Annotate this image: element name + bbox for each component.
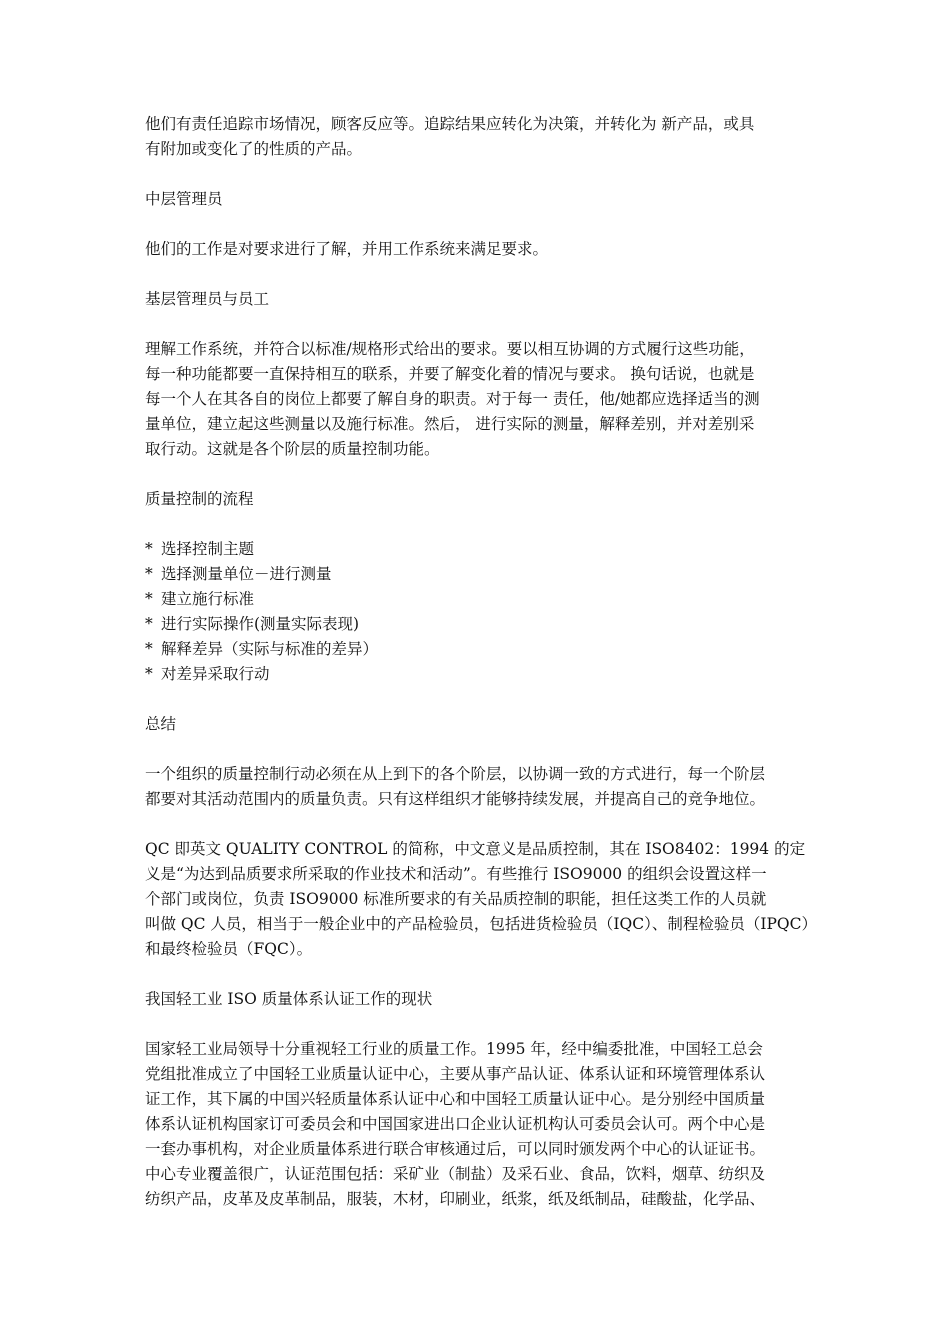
- qc-process-list: [145, 537, 807, 687]
- text-line: 有附加或变化了的性质的产品。: [145, 140, 363, 158]
- document-page: [145, 112, 817, 1237]
- text-line: 理解工作系统，并符合以标准/规格形式给出的要求。要以相互协调的方式履行这些功能，: [145, 340, 755, 358]
- list-item: [145, 637, 807, 662]
- text-line: 和最终检验员（FQC）。: [145, 940, 313, 958]
- text-line: 一套办事机构，对企业质量体系进行联合审核通过后，可以同时颁发两个中心的认证证书。: [145, 1140, 766, 1158]
- text-line: 纺织产品，皮革及皮革制品，服装，木材，印刷业，纸浆，纸及纸制品，硅酸盐，化学品、: [145, 1190, 766, 1208]
- text-line: 中心专业覆盖很广，认证范围包括：采矿业（制盐）及采石业、食品，饮料，烟草、纺织及: [145, 1165, 766, 1183]
- text-line: 都要对其活动范围内的质量负责。只有这样组织才能够持续发展，并提高自己的竞争地位。: [145, 790, 766, 808]
- heading-summary: 总结: [145, 715, 177, 733]
- bullet-mark: *: [145, 640, 153, 658]
- list-item: [145, 537, 807, 562]
- paragraph-base-staff: [145, 337, 807, 462]
- heading-iso-status: 我国轻工业 ISO 质量体系认证工作的现状: [145, 990, 433, 1008]
- list-item: [145, 662, 807, 687]
- text-line: 每一种功能都要一直保持相互的联系，并要了解变化着的情况与要求。 换句话说，也就是: [145, 365, 755, 383]
- text-line: 党组批准成立了中国轻工业质量认证中心，主要从事产品认证、体系认证和环境管理体系认: [145, 1065, 766, 1083]
- bullet-mark: *: [145, 615, 153, 633]
- text-line: 取行动。这就是各个阶层的质量控制功能。: [145, 440, 440, 458]
- paragraph-qc-definition: [145, 837, 817, 962]
- list-item-text: 建立施行标准: [161, 590, 255, 608]
- text-line: 叫做 QC 人员，相当于一般企业中的产品检验员，包括进货检验员（IQC）、制程检验员（IPQC）: [145, 915, 817, 933]
- heading-base-staff: 基层管理员与员工: [145, 290, 270, 308]
- paragraph-middle-management: [145, 237, 807, 262]
- list-item-text: 对差异采取行动: [161, 665, 270, 683]
- text-line: 国家轻工业局领导十分重视轻工行业的质量工作。1995 年，经中编委批准，中国轻工总会: [145, 1040, 763, 1058]
- heading-middle-management: 中层管理员: [145, 190, 223, 208]
- list-item-text: 进行实际操作(测量实际表现): [161, 615, 360, 633]
- list-item: [145, 612, 807, 637]
- bullet-mark: *: [145, 565, 153, 583]
- list-item: [145, 562, 807, 587]
- text-line: 证工作，其下属的中国兴轻质量体系认证中心和中国轻工质量认证中心。是分别经中国质量: [145, 1090, 766, 1108]
- text-line: 量单位，建立起这些测量以及施行标准。然后， 进行实际的测量，解释差别，并对差别采: [145, 415, 755, 433]
- paragraph-iso-status: [145, 1037, 807, 1212]
- list-item: [145, 587, 807, 612]
- bullet-mark: *: [145, 590, 153, 608]
- text-line: 他们有责任追踪市场情况，顾客反应等。追踪结果应转化为决策，并转化为 新产品，或具: [145, 115, 755, 133]
- list-item-text: 解释差异（实际与标准的差异）: [161, 640, 379, 658]
- text-line: 每一个人在其各自的岗位上都要了解自身的职责。对于每一 责任，他/她都应选择适当的测: [145, 390, 760, 408]
- text-line: 体系认证机构国家订可委员会和中国国家进出口企业认证机构认可委员会认可。两个中心是: [145, 1115, 766, 1133]
- list-item-text: 选择控制主题: [161, 540, 255, 558]
- bullet-mark: *: [145, 540, 153, 558]
- text-line: 义是“为达到品质要求所采取的作业技术和活动”。有些推行 ISO9000 的组织会设置这样一: [145, 865, 767, 883]
- paragraph-summary: [145, 762, 807, 812]
- text-line: 个部门或岗位，负责 ISO9000 标准所要求的有关品质控制的职能，担任这类工作的人员就: [145, 890, 767, 908]
- heading-qc-process: 质量控制的流程: [145, 490, 254, 508]
- list-item-text: 选择测量单位－进行测量: [161, 565, 332, 583]
- text-line: 一个组织的质量控制行动必须在从上到下的各个阶层，以协调一致的方式进行，每一个阶层: [145, 765, 766, 783]
- text-line: 他们的工作是对要求进行了解，并用工作系统来满足要求。: [145, 240, 549, 258]
- paragraph-market-tracking: [145, 112, 807, 162]
- bullet-mark: *: [145, 665, 153, 683]
- text-line: QC 即英文 QUALITY CONTROL 的简称，中文意义是品质控制，其在 ISO8402：1994 的定: [145, 840, 806, 858]
